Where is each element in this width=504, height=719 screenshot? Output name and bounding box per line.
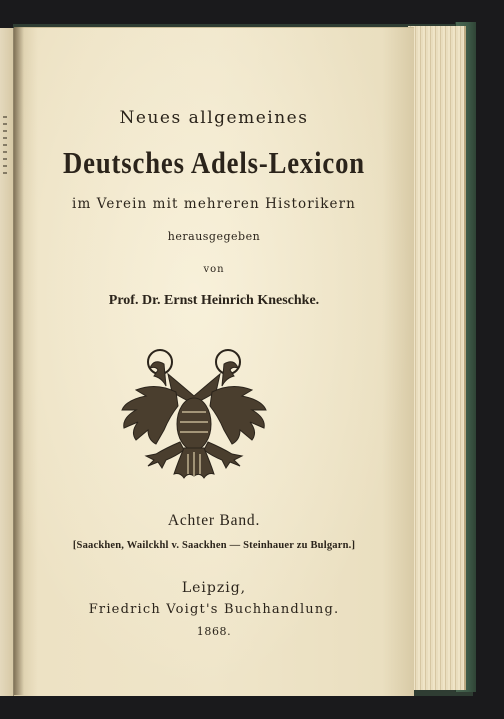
volume-line: Achter Band. xyxy=(167,512,261,529)
facing-page-marks xyxy=(3,116,7,176)
facing-page-edge xyxy=(0,28,14,696)
main-title: Deutsches Adels-Lexicon xyxy=(63,145,365,180)
author-line: Prof. Dr. Ernst Heinrich Kneschke. xyxy=(108,293,320,308)
double-headed-eagle-icon xyxy=(120,342,268,490)
spine-shadow xyxy=(14,27,24,695)
subtitle: im Verein mit mehreren Historikern xyxy=(72,196,356,212)
title-line-neues: Neues allgemeines xyxy=(119,108,309,128)
place-line: Leipzig, xyxy=(181,580,247,596)
editor-note: herausgegeben xyxy=(167,230,261,243)
year-line: 1868. xyxy=(196,625,232,638)
volume-range: [Saackhen, Wailckhl v. Saackhen — Steinhauer zu Bulgarn.] xyxy=(72,540,356,551)
publisher-line: Friedrich Voigt's Buchhandlung. xyxy=(88,602,340,617)
von-line: von xyxy=(203,264,225,275)
page-stack-edge xyxy=(408,26,466,690)
title-page xyxy=(14,27,414,696)
